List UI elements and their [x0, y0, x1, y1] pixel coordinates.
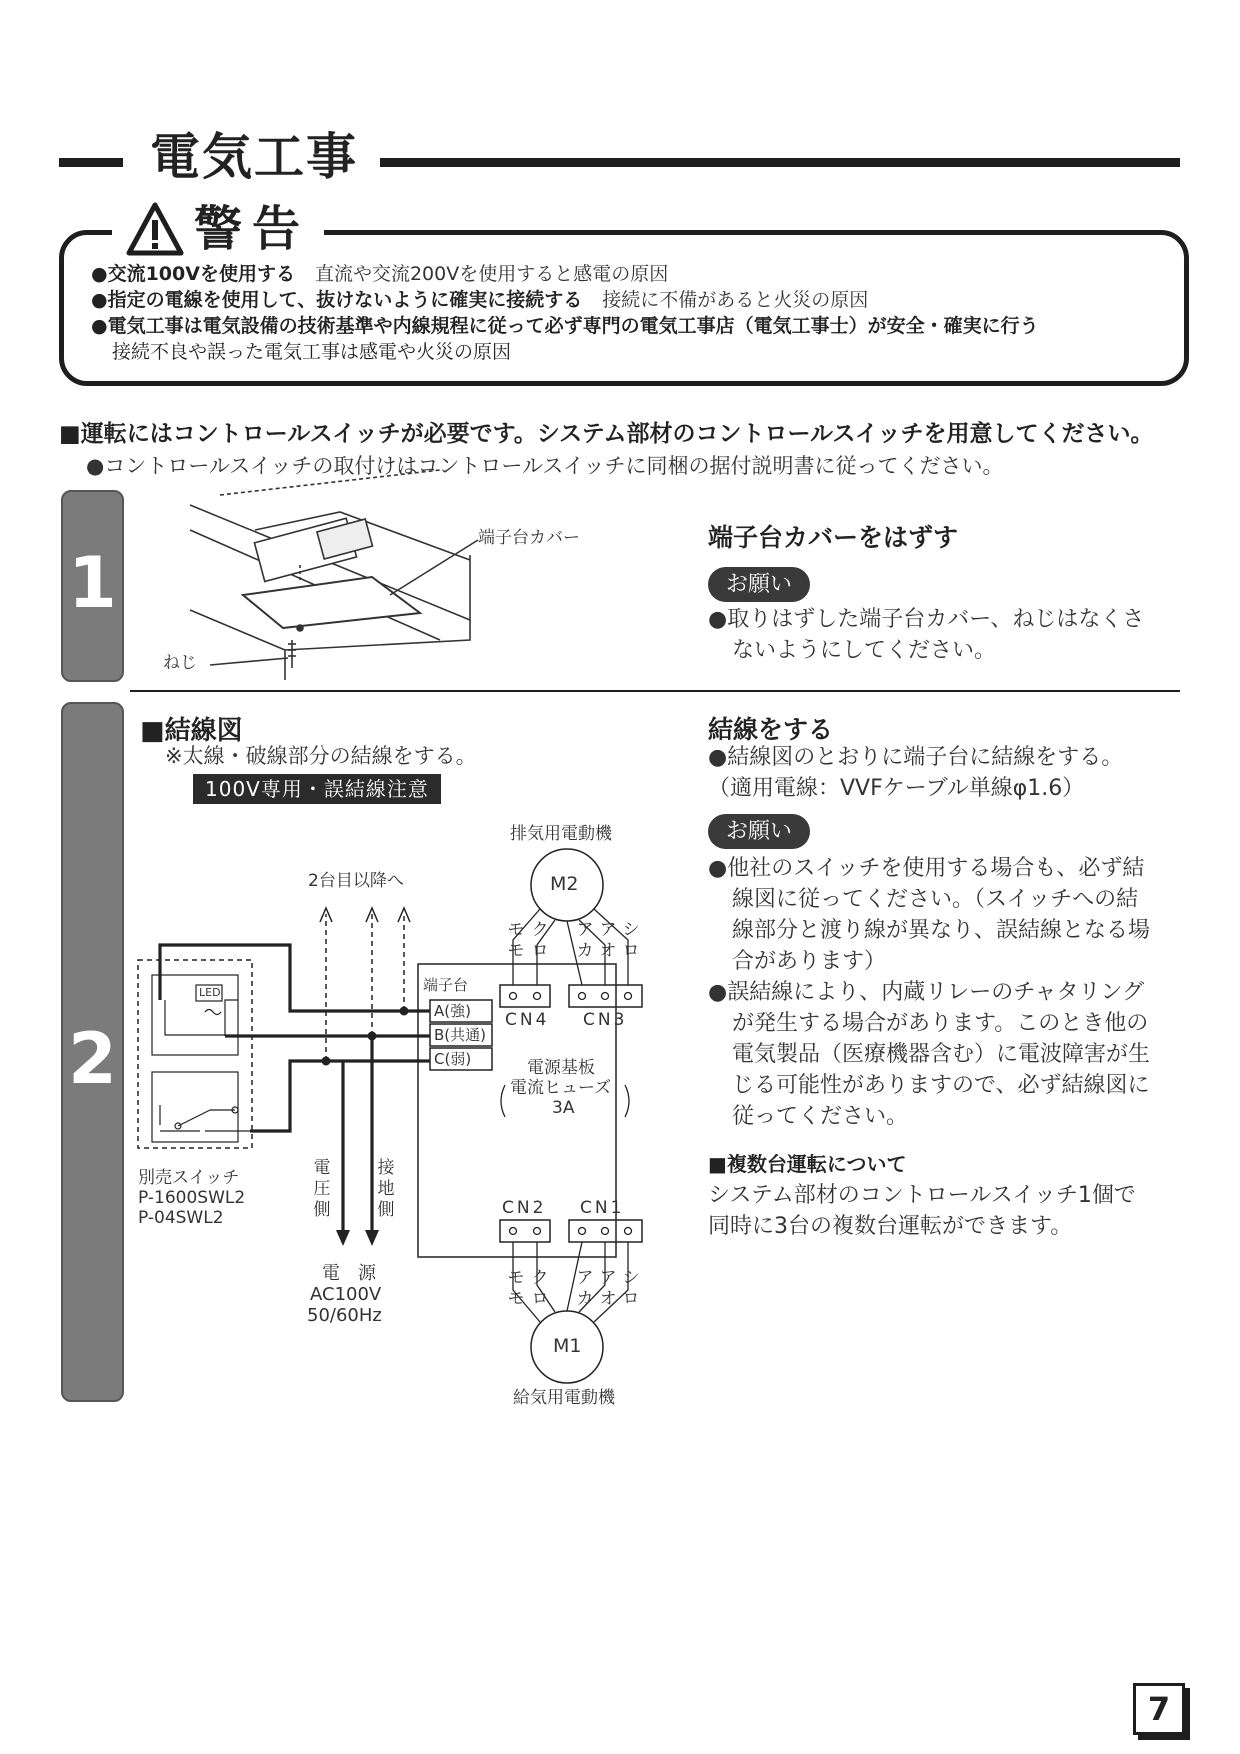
screw-label: ねじ — [163, 653, 197, 673]
wire-color-aka-bottom: ア カ — [576, 1268, 594, 1309]
voltage-side-label: 電 圧 側 — [313, 1158, 331, 1220]
wire-color-kuro-bottom: ク ロ — [531, 1268, 549, 1309]
terminal-cover-illustration — [190, 470, 478, 680]
multi-unit-text: システム部材のコントロールスイッチ1個で 同時に3台の複数台運転ができます。 — [708, 1183, 1136, 1239]
warning-item-4: 接続不良や誤った電気工事は感電や火災の原因 — [112, 341, 512, 363]
wire-color-momo-top: モ モ — [507, 920, 525, 961]
power-frequency-label: 50/60Hz — [307, 1305, 382, 1326]
m1-label: M1 — [553, 1335, 582, 1357]
terminal-c-label: C(弱) — [434, 1050, 472, 1068]
section-title: 電気工事 — [150, 128, 358, 186]
voltage-warning-badge: 100V専用・誤結線注意 — [193, 774, 441, 804]
fuse-rating-label: 3A — [552, 1098, 575, 1118]
supply-motor-label: 給気用電動機 — [513, 1388, 615, 1408]
diagram-title: ■結線図 — [140, 716, 243, 746]
terminal-b-label: B(共通) — [434, 1026, 486, 1044]
diagram-note: ※太線・破線部分の結線をする。 — [165, 744, 477, 768]
switch-model-2: P-04SWL2 — [138, 1208, 224, 1228]
next-units-label: 2台目以降へ — [308, 871, 404, 891]
step-2-text-a: ●結線図のとおりに端子台に結線をする。 （適用電線：VVFケーブル単線φ1.6） — [708, 745, 1124, 801]
terminal-cover-label: 端子台カバー — [478, 528, 580, 548]
step-1-heading: 端子台カバーをはずす — [708, 523, 959, 552]
step-2-number: 2 — [68, 1018, 117, 1100]
wire-color-ao-bottom: ア オ — [599, 1268, 617, 1309]
power-label: 電 源 — [322, 1263, 376, 1284]
switch-label: 別売スイッチ — [138, 1168, 240, 1188]
cn2-label: CN2 — [502, 1198, 547, 1218]
exhaust-motor-label: 排気用電動機 — [510, 824, 612, 844]
power-voltage-label: AC100V — [310, 1284, 382, 1305]
ground-side-label: 接 地 側 — [377, 1158, 395, 1220]
intro-line-1: ■運転にはコントロールスイッチが必要です。システム部材のコントロールスイッチを用意してください。 — [59, 421, 1154, 447]
warning-item-1: ●交流100Vを使用する 直流や交流200Vを使用すると感電の原因 — [91, 263, 669, 285]
board-label: 電源基板 — [527, 1058, 595, 1078]
led-label: LED — [199, 986, 221, 999]
terminal-a-label: A(強) — [434, 1002, 471, 1020]
cn4-label: CN4 — [505, 1010, 550, 1030]
page-number: 7 — [1133, 1683, 1185, 1735]
wire-color-aka-top: ア カ — [576, 920, 594, 961]
wire-color-shiro-top: シ ロ — [622, 920, 640, 961]
warning-item-3: ●電気工事は電気設備の技術基準や内線規程に従って必ず専門の電気工事店（電気工事士）が安全・確実に行う — [91, 315, 1039, 337]
fuse-label: 電流ヒューズ — [510, 1078, 612, 1098]
wire-color-ao-top: ア オ — [599, 920, 617, 961]
warning-heading: 警告 — [194, 201, 311, 257]
wire-color-momo-bottom: モ モ — [507, 1268, 525, 1309]
switch-model-1: P-1600SWL2 — [138, 1188, 246, 1208]
wire-color-kuro-top: ク ロ — [531, 920, 549, 961]
step-2-request-badge: お願い — [708, 814, 810, 849]
m2-label: M2 — [550, 873, 579, 895]
multi-unit-heading: ■複数台運転について — [708, 1152, 907, 1176]
intro-line-2: ●コントロールスイッチの取付けはコントロールスイッチに同梱の据付説明書に従ってください。 — [86, 454, 1004, 478]
cn3-label: CN3 — [583, 1010, 628, 1030]
cn1-label: CN1 — [580, 1198, 625, 1218]
warning-item-2: ●指定の電線を使用して、抜けないように確実に接続する 接続に不備があると火災の原因 — [91, 289, 869, 311]
step-1-request-badge: お願い — [708, 567, 810, 602]
step-2-text-b: ●他社のスイッチを使用する場合も、必ず結 線図に従ってください。（スイッチへの結 線部分と渡り線が異なり、誤結線となる場 合があります） ●誤結線により、内蔵リレーのチャタリング が発生する場合があります。このとき他の 電気製品（医療機器含む）に電波障害が生 じる可能性がありますので、必ず結線図に 従ってください。 — [708, 856, 1151, 1129]
step-1-number: 1 — [68, 542, 117, 624]
terminal-block-label: 端子台 — [423, 976, 469, 994]
wire-color-shiro-bottom: シ ロ — [622, 1268, 640, 1309]
step-1-text: ●取りはずした端子台カバー、ねじはなくさ ないようにしてください。 — [708, 607, 1145, 663]
step-2-heading: 結線をする — [708, 715, 834, 744]
